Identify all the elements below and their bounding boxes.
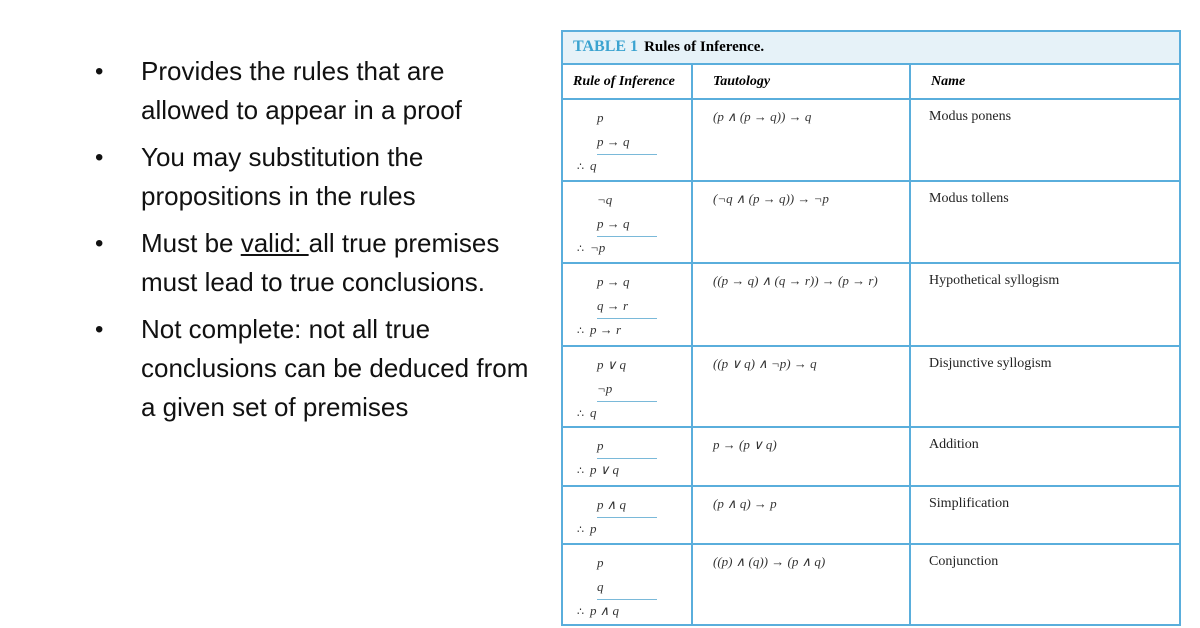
premise-text: p → q bbox=[597, 274, 630, 289]
therefore-symbol: ∴ bbox=[577, 524, 584, 536]
premise bbox=[577, 270, 677, 294]
underlined-term: valid: bbox=[240, 228, 309, 258]
premise bbox=[577, 377, 677, 401]
table-row bbox=[563, 428, 1179, 487]
conclusion-text: p bbox=[590, 521, 597, 536]
premise-text: q bbox=[597, 575, 657, 600]
therefore-symbol: ∴ bbox=[577, 161, 584, 173]
conclusion bbox=[577, 401, 677, 425]
tautology-cell: ((p) ∧ (q)) → (p ∧ q) bbox=[693, 545, 911, 626]
premise bbox=[577, 353, 677, 377]
argument-form bbox=[577, 551, 677, 623]
name-cell: Simplification bbox=[929, 496, 1010, 511]
rule-cell bbox=[563, 264, 693, 345]
bullet-item: • Provides the rules that are allowed to appear in a proof bbox=[95, 52, 535, 130]
premise bbox=[577, 188, 677, 212]
rule-cell bbox=[563, 100, 693, 180]
tautology-cell: ((p ∨ q) ∧ ¬p) → q bbox=[693, 347, 911, 426]
conclusion-text: p ∨ q bbox=[590, 462, 620, 477]
premise bbox=[577, 575, 677, 599]
therefore-symbol: ∴ bbox=[577, 465, 584, 477]
rule-cell bbox=[563, 347, 693, 426]
tautology-cell: (¬q ∧ (p → q)) → ¬p bbox=[693, 182, 911, 262]
premise-text: p bbox=[597, 110, 604, 125]
conclusion bbox=[577, 458, 677, 482]
premise-text: q → r bbox=[597, 294, 657, 319]
premise-text: ¬q bbox=[597, 192, 613, 207]
conclusion-text: q bbox=[590, 405, 597, 420]
table-header-row bbox=[563, 65, 1179, 100]
tautology-cell: (p ∧ q) → p bbox=[693, 487, 911, 543]
conclusion-text: q bbox=[590, 158, 597, 173]
premise-text: p bbox=[597, 434, 657, 459]
argument-form bbox=[577, 188, 677, 260]
premise bbox=[577, 493, 677, 517]
rules-of-inference-table bbox=[561, 30, 1181, 626]
name-cell: Modus tollens bbox=[929, 191, 1009, 206]
premise bbox=[577, 106, 677, 130]
column-header: Name bbox=[931, 74, 966, 89]
premise bbox=[577, 551, 677, 575]
premise-text: p bbox=[597, 555, 604, 570]
tautology-cell: p → (p ∨ q) bbox=[693, 428, 911, 485]
rule-cell bbox=[563, 487, 693, 543]
table-title bbox=[563, 32, 1179, 65]
premise bbox=[577, 294, 677, 318]
column-header: Tautology bbox=[693, 65, 911, 98]
table-row bbox=[563, 487, 1179, 545]
bullet-item bbox=[95, 224, 535, 302]
bullet-item: • Not complete: not all true conclusions can be deduced from a given set of premises bbox=[95, 310, 535, 427]
bullet-list bbox=[95, 52, 535, 435]
conclusion bbox=[577, 154, 677, 178]
table-row bbox=[563, 264, 1179, 347]
conclusion bbox=[577, 517, 677, 541]
premise-text: ¬p bbox=[597, 377, 657, 402]
argument-form bbox=[577, 106, 677, 178]
argument-form bbox=[577, 434, 677, 482]
tautology-cell: (p ∧ (p → q)) → q bbox=[693, 100, 911, 180]
argument-form bbox=[577, 493, 677, 541]
premise bbox=[577, 434, 677, 458]
name-cell: Addition bbox=[929, 437, 979, 452]
conclusion-text: p → r bbox=[590, 322, 622, 337]
premise bbox=[577, 212, 677, 236]
name-cell: Modus ponens bbox=[929, 109, 1012, 124]
premise-text: p ∧ q bbox=[597, 493, 657, 518]
column-header: Rule of Inference bbox=[563, 65, 693, 98]
conclusion bbox=[577, 236, 677, 260]
conclusion-text: ¬p bbox=[590, 240, 606, 255]
premise-text: p → q bbox=[597, 212, 657, 237]
bullet-text: Must be bbox=[141, 228, 241, 258]
table-row bbox=[563, 545, 1179, 626]
argument-form bbox=[577, 353, 677, 425]
name-cell: Hypothetical syllogism bbox=[929, 273, 1060, 288]
conclusion bbox=[577, 599, 677, 623]
argument-form bbox=[577, 270, 677, 342]
table-label: TABLE 1 bbox=[573, 38, 639, 55]
therefore-symbol: ∴ bbox=[577, 408, 584, 420]
name-cell: Conjunction bbox=[929, 554, 999, 569]
conclusion-text: p ∧ q bbox=[590, 603, 620, 618]
table-row bbox=[563, 100, 1179, 182]
premise bbox=[577, 130, 677, 154]
rule-cell bbox=[563, 428, 693, 485]
conclusion bbox=[577, 318, 677, 342]
name-cell: Disjunctive syllogism bbox=[929, 356, 1052, 371]
table-row bbox=[563, 182, 1179, 264]
therefore-symbol: ∴ bbox=[577, 606, 584, 618]
bullet-item: • You may substitution the propositions in the rules bbox=[95, 138, 535, 216]
therefore-symbol: ∴ bbox=[577, 325, 584, 337]
bullet-text: all true premises must lead to true conclusions. bbox=[141, 228, 500, 297]
table-caption: Rules of Inference. bbox=[644, 39, 765, 55]
premise-text: p ∨ q bbox=[597, 357, 627, 372]
premise-text: p → q bbox=[597, 130, 657, 155]
rule-cell bbox=[563, 182, 693, 262]
therefore-symbol: ∴ bbox=[577, 243, 584, 255]
table-row bbox=[563, 347, 1179, 428]
tautology-cell: ((p → q) ∧ (q → r)) → (p → r) bbox=[693, 264, 911, 345]
rule-cell bbox=[563, 545, 693, 626]
